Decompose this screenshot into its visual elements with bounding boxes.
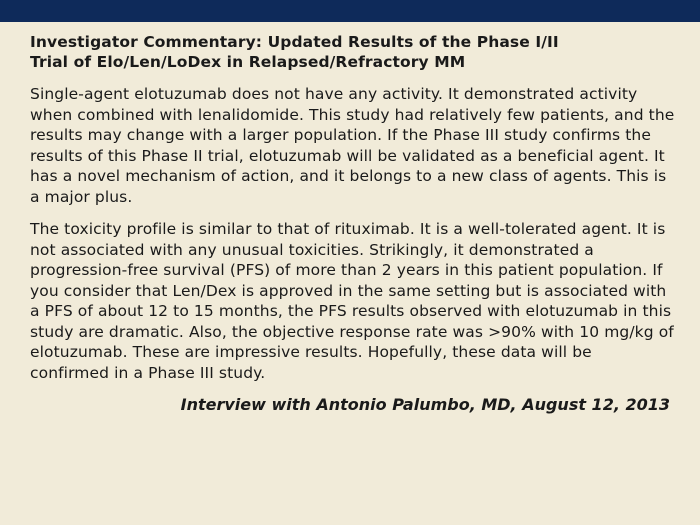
title-line-2: Trial of Elo/Len/LoDex in Relapsed/Refractory MM xyxy=(30,53,466,71)
slide-title xyxy=(30,32,675,72)
slide-content xyxy=(30,32,675,415)
header-bar xyxy=(0,0,700,22)
interview-citation: Interview with Antonio Palumbo, MD, August 12, 2013 xyxy=(180,395,670,414)
title-line-1: Investigator Commentary: Updated Results of the Phase I/II xyxy=(30,33,559,51)
commentary-paragraph-1: Single-agent elotuzumab does not have any activity. It demonstrated activity when combined with lenalidomide. This study had relatively few patients, and the results may change with a larger population. If the Phase III study confirms the results of this Phase II trial, elotuzumab will be validated as a beneficial agent. It has a novel mechanism of action, and it belongs to a new class of agents. This is a major plus. xyxy=(30,85,675,206)
commentary-paragraph-2: The toxicity profile is similar to that of rituximab. It is a well-tolerated agent. It is not associated with any unusual toxicities. Strikingly, it demonstrated a progression-free survival (PFS) of more than 2 years in this patient population. If you consider that Len/Dex is approved in the same setting but is associated with a PFS of about 12 to 15 months, the PFS results observed with elotuzumab in this study are dramatic. Also, the objective response rate was >90% with 10 mg/kg of elotuzumab. These are impressive results. Hopefully, these data will be confirmed in a Phase III study. xyxy=(30,220,674,382)
